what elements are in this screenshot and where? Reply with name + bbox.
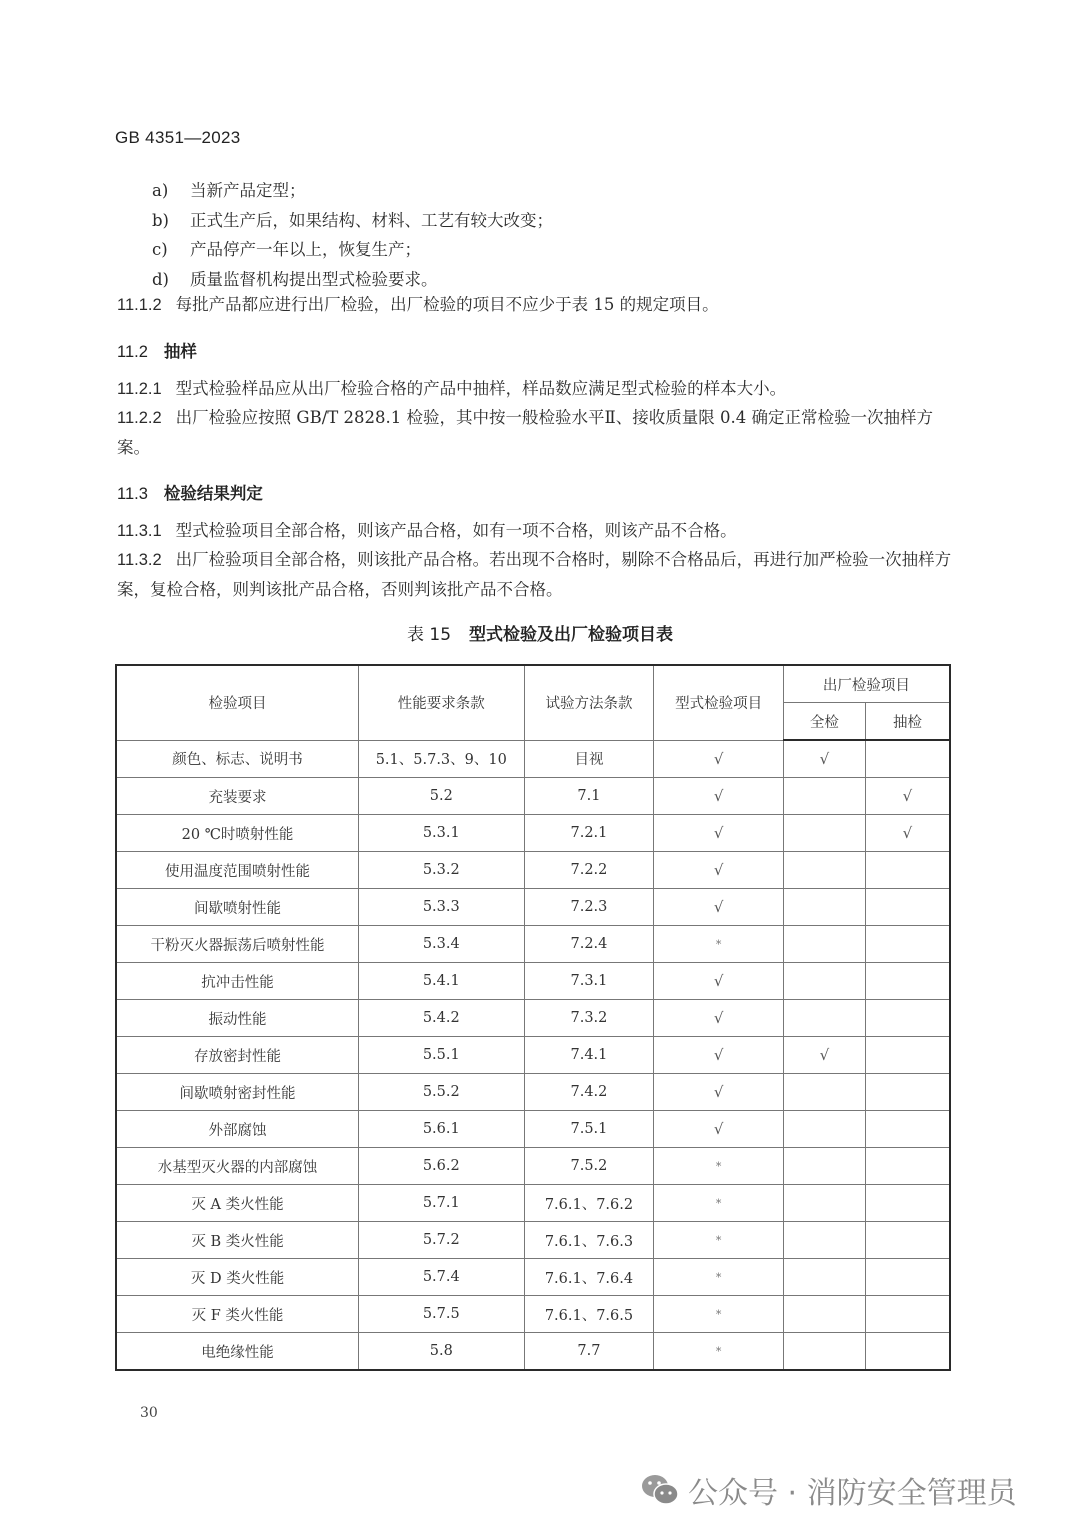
cell-requirement [359,1222,524,1259]
cell-sampling [865,852,950,889]
check-mark: √ [713,1083,724,1101]
cell-method-text: 7.2.1 [570,825,608,841]
cell-requirement [359,815,524,852]
list-marker: d) [152,269,169,289]
header-factory-test: 出厂检验项目 [783,665,950,703]
cell-method-text: 7.7 [577,1343,601,1359]
cell-method-text: 7.1 [577,788,601,804]
cell-requirement [359,1185,524,1222]
cell-item [116,1000,359,1037]
check-mark: √ [819,1046,830,1064]
cell-requirement [359,852,524,889]
cell-sampling [865,889,950,926]
list-item [152,176,553,206]
cell-full-check [783,926,865,963]
list-marker: a) [152,181,169,200]
cell-type-test [654,1148,783,1185]
cell-method-text: 7.2.2 [570,862,608,878]
cell-item-text: 灭 B 类火性能 [191,1233,284,1250]
cell-requirement [359,1148,524,1185]
check-mark: √ [902,824,913,842]
check-mark: √ [713,787,724,805]
cell-method-text: 7.5.2 [570,1158,608,1174]
cell-requirement-text: 5.5.1 [422,1047,460,1063]
table-row [116,1000,950,1037]
cell-type-test [654,815,783,852]
cell-item-text: 干粉灭火器振荡后喷射性能 [150,937,325,954]
cell-item-text: 20 ℃时喷射性能 [181,826,294,843]
table-row [116,889,950,926]
cell-type-test [654,926,783,963]
cell-requirement-text: 5.1、5.7.3、9、10 [375,752,507,769]
cell-type-test [654,1259,783,1296]
cell-method-text: 目视 [574,752,604,769]
cell-requirement [359,1000,524,1037]
cell-sampling [865,926,950,963]
cell-requirement [359,1074,524,1111]
clause-11-3-1 [117,516,957,546]
cell-requirement [359,778,524,815]
cell-requirement-text: 5.7.1 [422,1195,460,1211]
check-mark: √ [713,749,724,768]
cell-method [524,1148,654,1185]
clause-11-2-2 [117,403,957,462]
cell-item-text: 间歇喷射性能 [194,900,282,917]
cell-requirement [359,963,524,1000]
table-row [116,926,950,963]
cell-requirement-text: 5.3.2 [422,862,460,878]
cell-item [116,1222,359,1259]
check-mark: √ [713,824,724,842]
cell-item [116,889,359,926]
cell-requirement-text: 5.2 [429,788,453,804]
cell-item [116,926,359,963]
cell-requirement-text: 5.7.5 [422,1306,460,1322]
table-row [116,1037,950,1074]
cell-sampling [865,1037,950,1074]
cell-type-test [654,1296,783,1333]
cell-method-text: 7.2.4 [570,936,608,952]
cell-item [116,852,359,889]
table-row [116,1111,950,1148]
cell-type-test [654,1333,783,1371]
cell-full-check [783,1074,865,1111]
clause-11-3-2 [117,545,957,604]
cell-method-text: 7.6.1、7.6.3 [544,1233,634,1250]
check-mark: √ [819,750,830,768]
cell-method [524,926,654,963]
cell-requirement [359,1111,524,1148]
asterisk-mark: * [715,1271,722,1284]
cell-full-check [783,1259,865,1296]
cell-sampling [865,1259,950,1296]
asterisk-mark: * [715,1197,722,1210]
cell-item [116,815,359,852]
cell-requirement-text: 5.3.3 [422,899,460,915]
cell-item-text: 存放密封性能 [194,1048,282,1065]
check-mark: √ [713,898,724,916]
list-item [152,235,553,265]
cell-requirement-text: 5.6.1 [422,1121,460,1137]
cell-full-check [783,1333,865,1371]
clause-text: 型式检验样品应从出厂检验合格的产品中抽样，样品数应满足型式检验的样本大小。 [175,379,787,398]
cell-method-text: 7.5.1 [570,1121,608,1137]
clause-text: 型式检验项目全部合格，则该产品合格，如有一项不合格，则该产品不合格。 [175,521,737,540]
cell-sampling [865,1111,950,1148]
check-mark: √ [713,861,724,879]
clause-11-2-1 [117,374,957,404]
table-row [116,1259,950,1296]
table-row [116,963,950,1000]
list-text: 产品停产一年以上，恢复生产； [190,240,421,259]
cell-full-check [783,1296,865,1333]
cell-type-test [654,1185,783,1222]
cell-item [116,1037,359,1074]
table-title-text: 型式检验及出厂检验项目表 [469,625,674,645]
cell-full-check [783,815,865,852]
cell-requirement-text: 5.8 [429,1343,453,1359]
cell-requirement [359,740,524,778]
asterisk-mark: * [715,1345,722,1358]
section-11-3-heading [117,480,263,504]
cell-sampling [865,963,950,1000]
cell-sampling [865,1185,950,1222]
asterisk-mark: * [715,1234,722,1247]
cell-method [524,1222,654,1259]
cell-item-text: 外部腐蚀 [208,1122,267,1139]
table-row [116,1074,950,1111]
list-marker: c) [152,240,168,259]
cell-requirement-text: 5.5.2 [422,1084,460,1100]
cell-requirement-text: 5.7.2 [422,1232,460,1248]
cell-sampling [865,1333,950,1371]
list-text: 当新产品定型； [190,181,306,200]
cell-full-check [783,852,865,889]
cell-method [524,1111,654,1148]
inspection-items-table [115,664,951,1371]
cell-type-test [654,1074,783,1111]
cell-item-text: 灭 A 类火性能 [191,1196,284,1213]
check-mark: √ [713,972,724,990]
section-11-2-heading [117,338,197,362]
cell-requirement [359,889,524,926]
cell-sampling [865,815,950,852]
cell-item-text: 抗冲击性能 [201,974,274,991]
cell-method [524,1333,654,1371]
type-test-conditions-list [152,176,553,294]
section-number: 11.3 [117,485,148,503]
cell-item [116,1185,359,1222]
cell-requirement-text: 5.3.1 [422,825,460,841]
list-marker: b) [152,210,169,230]
table-body [116,740,950,1370]
cell-item [116,963,359,1000]
cell-sampling [865,1074,950,1111]
header-sampling: 抽检 [865,703,950,741]
cell-method [524,1296,654,1333]
table-row [116,778,950,815]
watermark-text: 公众号 · 消防安全管理员 [688,1476,1017,1511]
cell-sampling [865,1296,950,1333]
clause-text: 出厂检验应按照 GB/T 2828.1 检验，其中按一般检验水平Ⅱ、接收质量限 0.4 确定正常检验一次抽样方案。 [117,408,933,457]
cell-full-check [783,963,865,1000]
cell-sampling [865,778,950,815]
cell-full-check [783,1111,865,1148]
section-title: 检验结果判定 [163,484,263,503]
cell-item-text: 电绝缘性能 [201,1344,274,1361]
cell-item [116,1111,359,1148]
cell-item-text: 充装要求 [208,789,267,806]
table-number: 表 15 [406,625,452,645]
cell-method-text: 7.3.2 [570,1010,608,1026]
cell-requirement [359,1259,524,1296]
cell-item-text: 颜色、标志、说明书 [172,752,303,769]
cell-full-check [783,1222,865,1259]
cell-item [116,1296,359,1333]
clause-number: 11.1.2 [117,296,162,314]
cell-requirement [359,926,524,963]
cell-requirement-text: 5.4.1 [422,973,460,989]
cell-sampling [865,1000,950,1037]
asterisk-mark: * [715,1308,722,1321]
table-row [116,852,950,889]
clause-number: 11.2.2 [117,409,162,427]
header-method: 试验方法条款 [524,665,654,740]
cell-method [524,1185,654,1222]
list-text: 质量监督机构提出型式检验要求。 [190,269,438,289]
header-type-test: 型式检验项目 [654,665,783,740]
clause-number: 11.3.1 [117,522,162,540]
cell-method-text: 7.4.1 [570,1047,608,1063]
cell-method [524,1259,654,1296]
cell-method [524,1037,654,1074]
cell-requirement [359,1037,524,1074]
cell-item [116,778,359,815]
table-row [116,1185,950,1222]
list-item [152,206,553,236]
cell-requirement-text: 5.7.4 [422,1269,460,1285]
cell-requirement [359,1296,524,1333]
list-text: 正式生产后，如果结构、材料、工艺有较大改变； [190,210,553,230]
cell-full-check [783,740,865,778]
check-mark: √ [902,787,913,805]
cell-item [116,1259,359,1296]
page-number: 30 [140,1405,158,1421]
cell-type-test [654,1222,783,1259]
cell-item-text: 灭 F 类火性能 [191,1307,284,1324]
cell-item-text: 间歇喷射密封性能 [179,1085,296,1102]
header-item: 检验项目 [116,665,359,740]
cell-type-test [654,1000,783,1037]
cell-type-test [654,778,783,815]
cell-item [116,1148,359,1185]
cell-method-text: 7.6.1、7.6.2 [544,1196,634,1213]
asterisk-mark: * [715,938,722,951]
cell-requirement-text: 5.4.2 [422,1010,460,1026]
cell-item-text: 灭 D 类火性能 [190,1270,285,1287]
clause-text: 每批产品都应进行出厂检验，出厂检验的项目不应少于表 15 的规定项目。 [175,295,719,314]
cell-method-text: 7.6.1、7.6.4 [544,1270,634,1287]
section-title: 抽样 [163,342,197,361]
cell-method [524,889,654,926]
cell-item [116,1074,359,1111]
check-mark: √ [713,1009,724,1027]
asterisk-mark: * [715,1160,722,1173]
table-row [116,1148,950,1185]
cell-method [524,1000,654,1037]
cell-item [116,740,359,778]
cell-full-check [783,1037,865,1074]
cell-method [524,1074,654,1111]
table-row [116,1296,950,1333]
check-mark: √ [713,1046,724,1064]
cell-method [524,815,654,852]
cell-item [116,1333,359,1371]
cell-full-check [783,778,865,815]
standard-code: GB 4351—2023 [115,128,241,147]
clause-number: 11.3.2 [117,551,162,569]
cell-sampling [865,1222,950,1259]
cell-method [524,778,654,815]
clause-text: 出厂检验项目全部合格，则该批产品合格。若出现不合格时，剔除不合格品后，再进行加严检验一次抽样方案，复检合格，则判该批产品合格，否则判该批产品不合格。 [117,550,952,599]
cell-item-text: 振动性能 [208,1011,267,1028]
cell-full-check [783,889,865,926]
cell-type-test [654,740,783,778]
clause-number: 11.2.1 [117,380,162,398]
cell-type-test [654,852,783,889]
table-row [116,1333,950,1371]
header-requirement: 性能要求条款 [359,665,524,740]
cell-method [524,740,654,778]
cell-full-check [783,1148,865,1185]
cell-method-text: 7.4.2 [570,1084,608,1100]
table-row [116,815,950,852]
table-row [116,740,950,778]
cell-method-text: 7.3.1 [570,973,608,989]
table-row [116,1222,950,1259]
cell-type-test [654,1037,783,1074]
cell-sampling [865,1148,950,1185]
watermark [640,1468,1017,1512]
cell-sampling [865,740,950,778]
cell-full-check [783,1000,865,1037]
cell-requirement-text: 5.6.2 [422,1158,460,1174]
cell-method [524,852,654,889]
clause-11-1-2 [117,290,957,320]
cell-requirement-text: 5.3.4 [422,936,460,952]
cell-method-text: 7.6.1、7.6.5 [544,1307,634,1324]
cell-item-text: 使用温度范围喷射性能 [165,863,311,880]
cell-type-test [654,963,783,1000]
wechat-icon [640,1472,680,1508]
check-mark: √ [713,1120,724,1138]
table-title [0,620,1080,645]
header-full-check: 全检 [783,703,865,741]
cell-full-check [783,1185,865,1222]
cell-type-test [654,1111,783,1148]
cell-item-text: 水基型灭火器的内部腐蚀 [157,1159,318,1176]
cell-method [524,963,654,1000]
cell-method-text: 7.2.3 [570,899,608,915]
cell-type-test [654,889,783,926]
section-number: 11.2 [117,343,148,361]
cell-requirement [359,1333,524,1371]
